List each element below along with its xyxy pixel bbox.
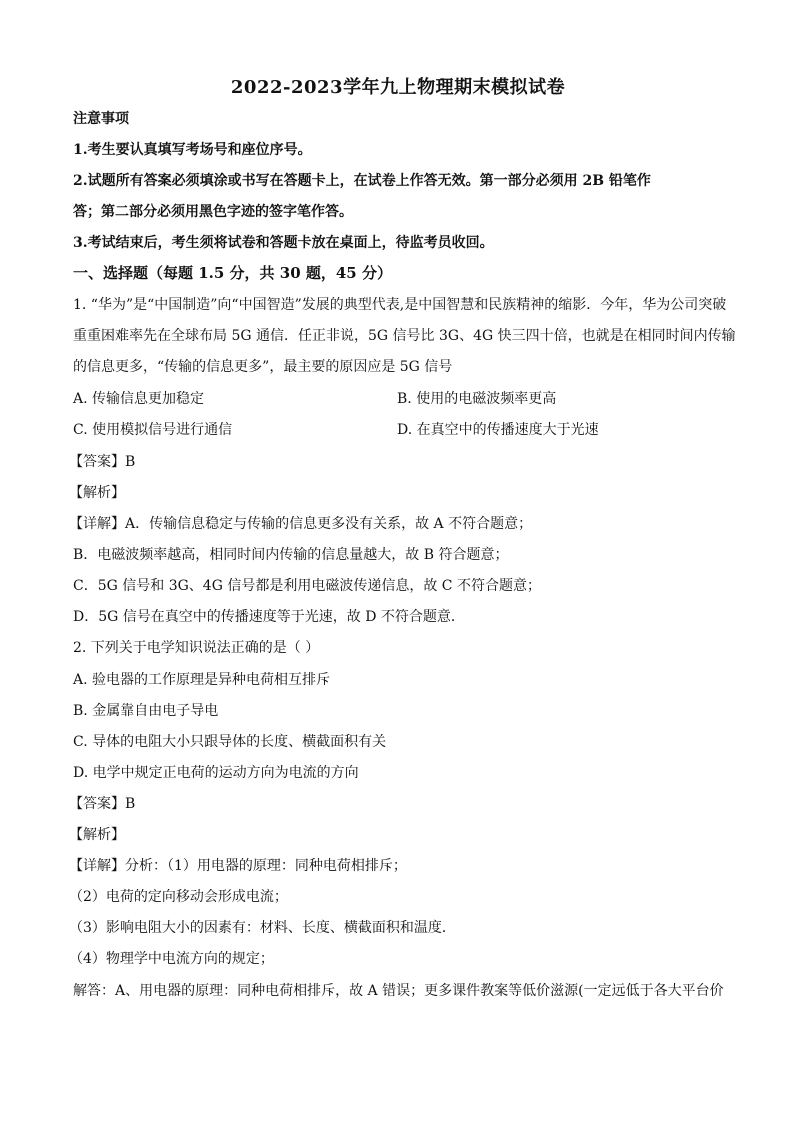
notice-item-1: 1.考生要认真填写考场号和座位序号。 [73, 142, 312, 158]
q2-option-b: B. 金属靠自由电子导电 [73, 703, 219, 719]
q1-analysis-label: 【解析】 [69, 485, 125, 501]
q1-detail-line-2: B．电磁波频率越高，相同时间内传输的信息量越大，故 B 符合题意； [73, 547, 509, 563]
notice-item-2-line-2: 答；第二部分必须用黑色字迹的签字笔作答。 [73, 204, 353, 220]
notice-item-2-line-1: 2.试题所有答案必须填涂或书写在答题卡上，在试卷上作答无效。第一部分必须用 2B 铅笔作 [73, 173, 651, 189]
q2-analysis-label: 【解析】 [69, 827, 125, 843]
q1-stem-line-3: 的信息更多，“传输的信息更多”，最主要的原因应是 5G 信号 [73, 359, 453, 375]
q2-option-c: C. 导体的电阻大小只跟导体的长度、横截面积有关 [73, 734, 387, 750]
q1-detail-line-3: C．5G 信号和 3G、4G 信号都是利用电磁波传递信息，故 C 不符合题意； [73, 578, 541, 594]
q2-detail-line-2: （2）电荷的定向移动会形成电流； [69, 889, 288, 905]
q2-option-d: D. 电学中规定正电荷的运动方向为电流的方向 [73, 765, 359, 781]
q1-option-d: D. 在真空中的传播速度大于光速 [397, 422, 599, 438]
notice-heading: 注意事项 [73, 111, 129, 127]
q2-detail-line-1: 【详解】分析：（1）用电器的原理：同种电荷相排斥； [69, 858, 407, 874]
q1-option-b: B. 使用的电磁波频率更高 [397, 391, 557, 407]
q1-option-c: C. 使用模拟信号进行通信 [73, 422, 233, 438]
q1-stem-line-1: 1. “华为”是“中国制造”向“中国智造”发展的典型代表,是中国智慧和民族精神的缩影．今年，华为公司突破 [73, 297, 727, 313]
section-heading: 一、选择题（每题 1.5 分，共 30 题，45 分） [73, 264, 392, 282]
q2-option-a: A. 验电器的工作原理是异种电荷相互排斥 [73, 672, 331, 688]
q2-detail-line-4: （4）物理学中电流方向的规定； [69, 951, 274, 967]
q1-detail-line-1: 【详解】A．传输信息稳定与传输的信息更多没有关系，故 A 不符合题意； [69, 516, 533, 532]
q1-answer: 【答案】B [69, 454, 136, 470]
page-title: 2022-2023学年九上物理期末模拟试卷 [230, 77, 566, 98]
q2-stem: 2. 下列关于电学知识说法正确的是（ ） [73, 640, 320, 656]
q2-answer: 【答案】B [69, 796, 136, 812]
notice-item-3: 3.考试结束后，考生须将试卷和答题卡放在桌面上，待监考员收回。 [73, 235, 494, 251]
q1-option-a: A. 传输信息更加稳定 [73, 391, 205, 407]
q2-detail-line-3: （3）影响电阻大小的因素有：材料、长度、横截面积和温度． [69, 920, 456, 936]
q1-stem-line-2: 重重困难率先在全球布局 5G 通信．任正非说，5G 信号比 3G、4G 快三四十倍，也就是在相同时间内传输 [73, 328, 736, 344]
q1-detail-line-4: D．5G 信号在真空中的传播速度等于光速，故 D 不符合题意． [73, 609, 465, 625]
q2-detail-line-5: 解答：A、用电器的原理：同种电荷相排斥，故 A 错误；更多课件教案等低价滋源(一定远低于各大平台价 [73, 983, 724, 999]
